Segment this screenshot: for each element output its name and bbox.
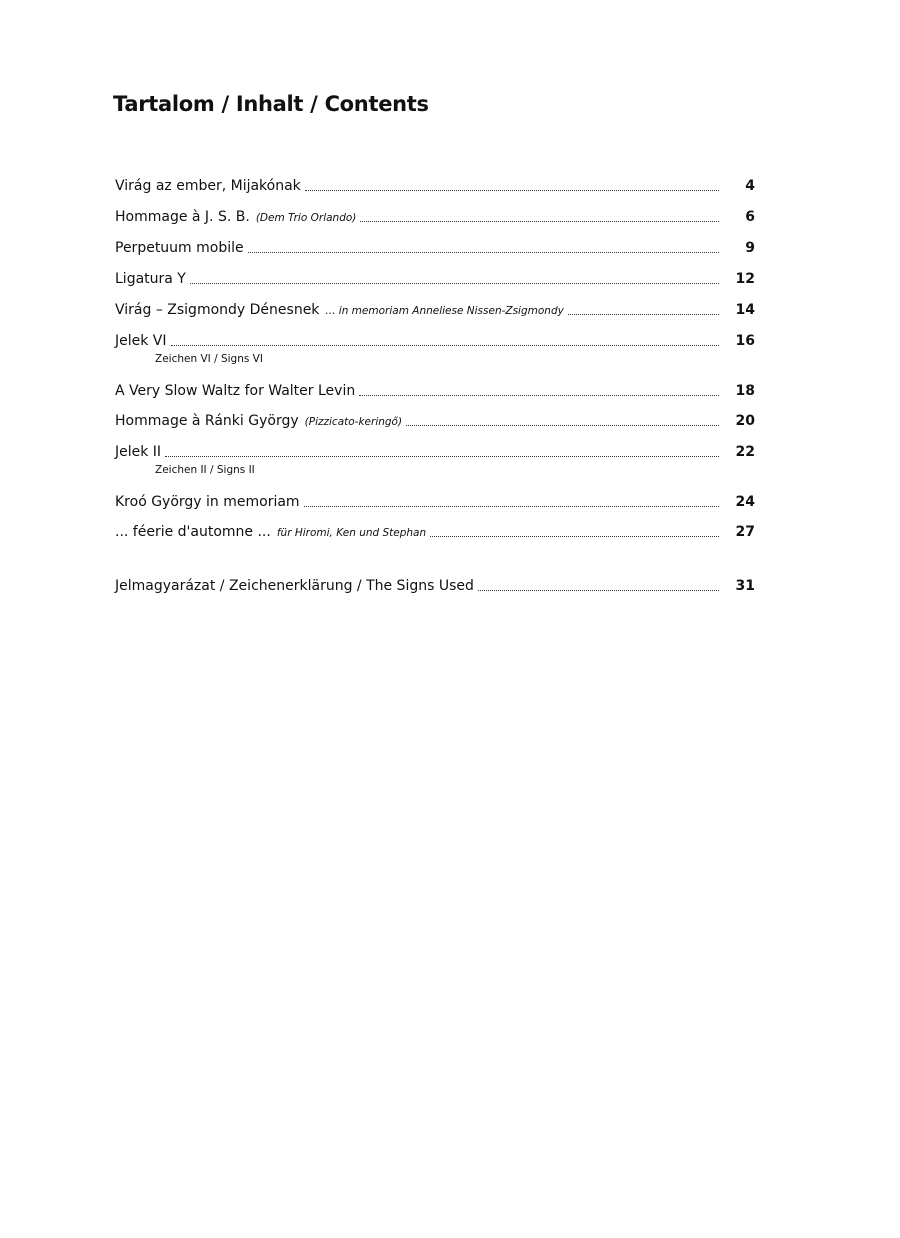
toc-entry bbox=[115, 331, 755, 351]
dot-leader bbox=[305, 190, 719, 191]
toc-entry-subtitle: Zeichen VI / Signs VI bbox=[155, 353, 263, 365]
toc-entry-page: 20 bbox=[735, 413, 755, 429]
toc-entry-title: Hommage à Ránki György bbox=[115, 413, 299, 429]
toc-entry-note: für Hiromi, Ken und Stephan bbox=[276, 527, 427, 539]
toc-entry-title: Jelek II bbox=[115, 444, 162, 460]
toc-entry bbox=[115, 269, 755, 289]
page-title: Tartalom / Inhalt / Contents bbox=[113, 92, 429, 116]
toc-appendix-title: Jelmagyarázat / Zeichenerklärung / The Signs Used bbox=[115, 578, 474, 594]
toc-entry-title: Ligatura Y bbox=[115, 271, 186, 287]
toc-entry-page: 24 bbox=[735, 494, 755, 510]
toc-entry-page: 14 bbox=[735, 302, 755, 318]
toc-entry-title: Jelek VI bbox=[115, 333, 167, 349]
toc-entry-title: Virág az ember, Mijakónak bbox=[115, 178, 301, 194]
dot-leader bbox=[359, 395, 719, 396]
dot-leader bbox=[568, 314, 719, 315]
dot-leader bbox=[478, 590, 719, 591]
toc-entry-title: Virág – Zsigmondy Dénesnek bbox=[115, 302, 320, 318]
dot-leader bbox=[406, 425, 719, 426]
toc-entry-page: 12 bbox=[735, 271, 755, 287]
toc-entry bbox=[115, 442, 755, 462]
dot-leader bbox=[248, 252, 719, 253]
toc-appendix-entry bbox=[115, 576, 755, 596]
toc-entry-page: 4 bbox=[745, 178, 755, 194]
toc-entry bbox=[115, 522, 755, 542]
toc-entry-note: (Pizzicato-keringő) bbox=[304, 416, 403, 428]
toc-entry bbox=[115, 411, 755, 431]
toc-entry bbox=[115, 300, 755, 320]
dot-leader bbox=[360, 221, 719, 222]
toc-entry-page: 6 bbox=[745, 209, 755, 225]
toc-entry-page: 27 bbox=[735, 524, 755, 540]
dot-leader bbox=[190, 283, 719, 284]
toc-entry-title: A Very Slow Waltz for Walter Levin bbox=[115, 383, 356, 399]
toc-entry-page: 18 bbox=[735, 383, 755, 399]
toc-appendix-page: 31 bbox=[735, 578, 755, 594]
toc-entry-note: ... in memoriam Anneliese Nissen-Zsigmondy bbox=[325, 305, 564, 317]
dot-leader bbox=[430, 536, 719, 537]
toc-entry bbox=[115, 492, 755, 512]
toc-entry-subtitle: Zeichen II / Signs II bbox=[155, 464, 255, 476]
toc-entry bbox=[115, 238, 755, 258]
toc-entry bbox=[115, 207, 755, 227]
toc-entry-title: Perpetuum mobile bbox=[115, 240, 244, 256]
toc-entry-title: Kroó György in memoriam bbox=[115, 494, 300, 510]
toc-entry-page: 16 bbox=[735, 333, 755, 349]
toc-entry bbox=[115, 176, 755, 196]
toc-entry-title: ... féerie d'automne ... bbox=[115, 524, 271, 540]
toc-entry-title: Hommage à J. S. B. bbox=[115, 209, 250, 225]
dot-leader bbox=[304, 506, 719, 507]
toc-entry-page: 9 bbox=[745, 240, 755, 256]
toc-entry-page: 22 bbox=[735, 444, 755, 460]
toc-entry bbox=[115, 381, 755, 401]
toc-entry-note: (Dem Trio Orlando) bbox=[255, 212, 357, 224]
dot-leader bbox=[165, 456, 719, 457]
dot-leader bbox=[171, 345, 719, 346]
